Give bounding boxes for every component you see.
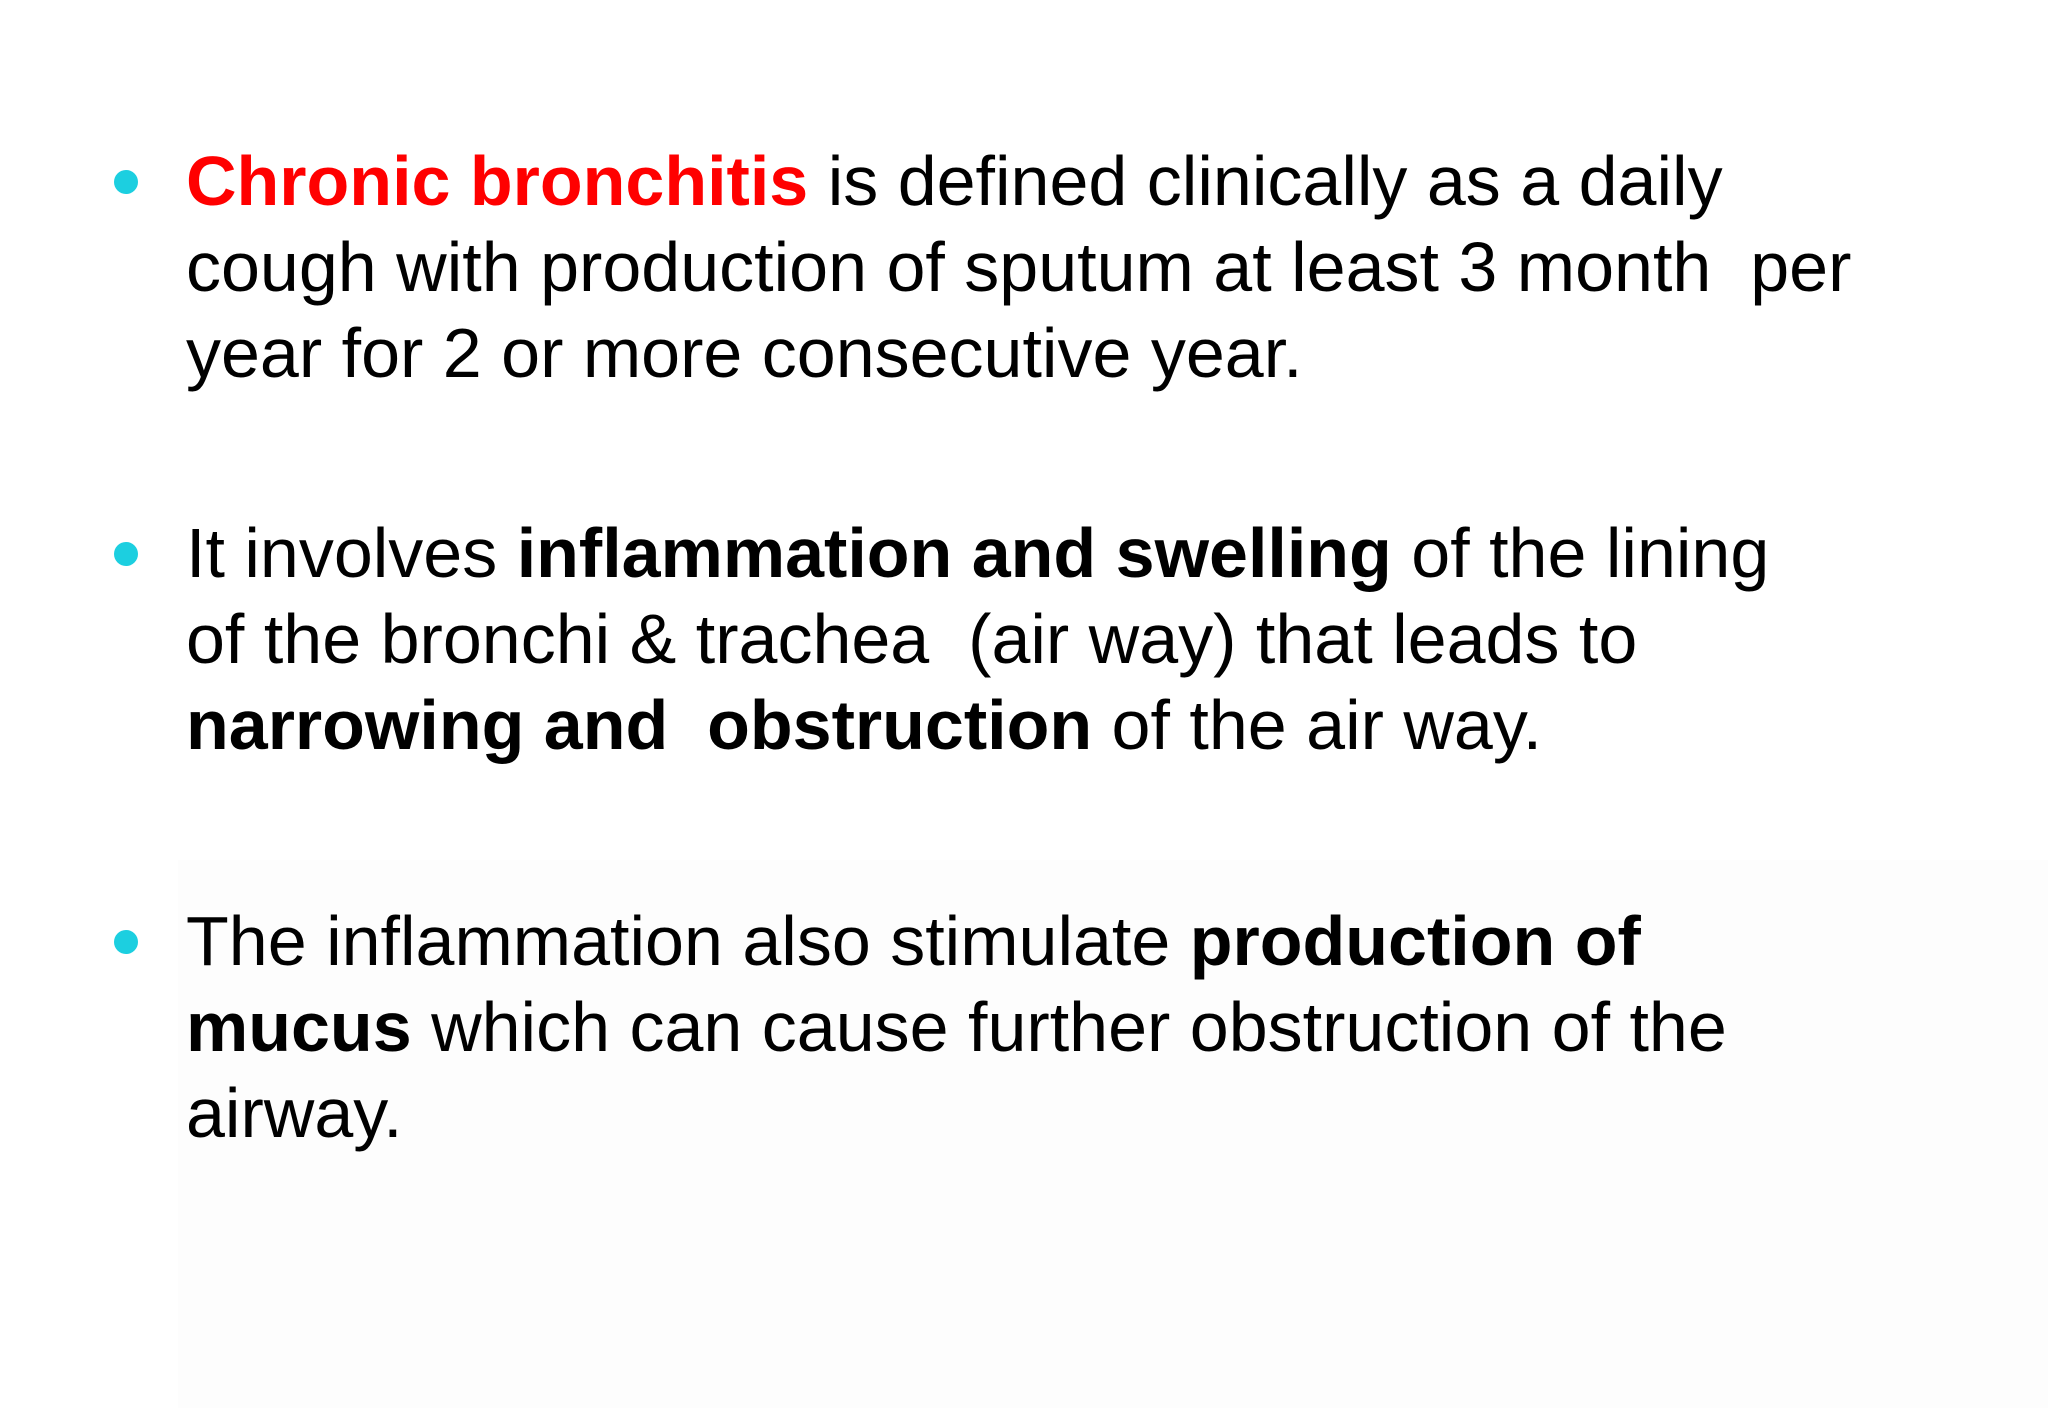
text-run: is defined clinically as a daily <box>808 142 1723 220</box>
bullet-dot-icon <box>114 542 138 566</box>
bold-phrase: narrowing and obstruction <box>186 686 1093 764</box>
bullet-dot-icon <box>114 930 138 954</box>
text-run: which can cause further obstruction of the <box>411 988 1727 1066</box>
text-line <box>186 898 2006 984</box>
bullet-text <box>186 510 2006 768</box>
text-run: It involves <box>186 514 517 592</box>
text-line: of the bronchi & trachea (air way) that leads to <box>186 600 1638 678</box>
text-run: of the lining <box>1391 514 1770 592</box>
text-line: year for 2 or more consecutive year. <box>186 314 1303 392</box>
bullet-text <box>186 138 2006 396</box>
text-run: The inflammation also stimulate <box>186 902 1190 980</box>
text-line <box>186 510 2006 596</box>
text-line: cough with production of sputum at least 3 month per <box>186 228 1852 306</box>
bullet-text <box>186 898 2006 1156</box>
bold-phrase: production of <box>1189 902 1641 980</box>
bold-phrase: inflammation and swelling <box>516 514 1392 592</box>
text-run: of the air way. <box>1092 686 1543 764</box>
bullet-dot-icon <box>114 170 138 194</box>
text-line <box>186 138 2006 224</box>
term-highlight: Chronic bronchitis <box>186 142 809 220</box>
text-line <box>186 984 2006 1070</box>
text-line <box>186 682 2006 768</box>
bold-phrase: mucus <box>186 988 412 1066</box>
text-line: airway. <box>186 1074 403 1152</box>
